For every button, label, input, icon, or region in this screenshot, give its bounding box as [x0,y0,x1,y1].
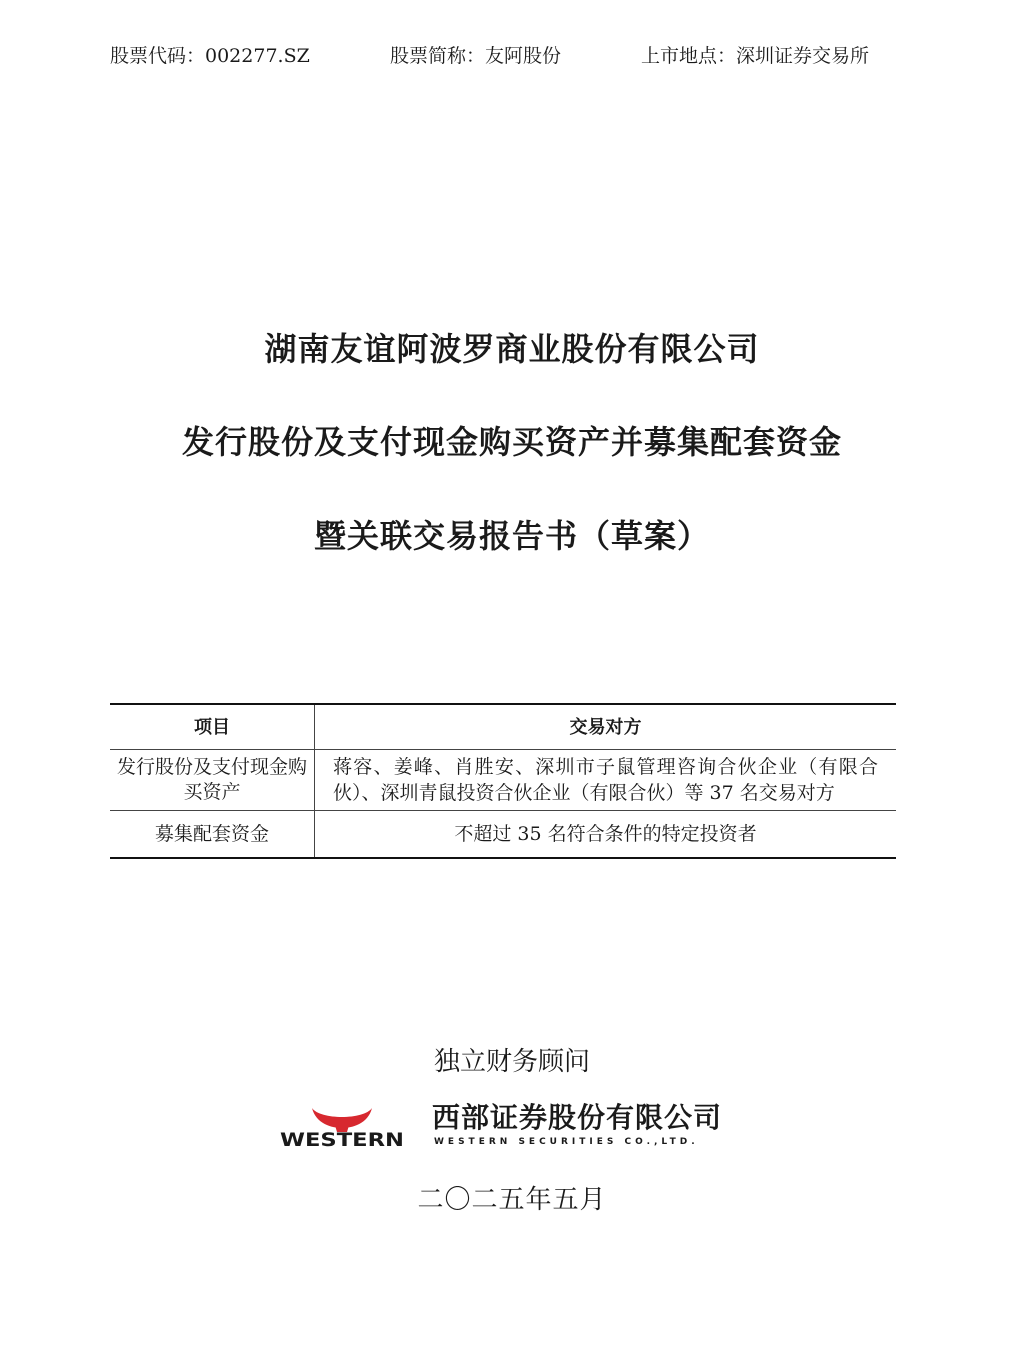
column-header-item: 项目 [110,705,315,749]
table-row [110,750,896,811]
western-securities-logo [278,1098,728,1154]
company-name-cn: 西部证券股份有限公司 [432,1101,723,1134]
bull-logo-icon [278,1098,406,1154]
company-name-en: WESTERN SECURITIES CO.,LTD. [434,1137,699,1147]
table-cell-item: 发行股份及支付现金购买资产 [110,750,315,810]
table-cell-counterparty: 不超过 35 名符合条件的特定投资者 [454,822,757,845]
column-header-counterparty: 交易对方 [569,716,642,738]
counterparty-table [110,703,896,859]
table-cell-counterparty: 蒋容、姜峰、肖胜安、深圳市子鼠管理咨询合伙企业（有限合伙）、深圳青鼠投资合伙企业（有限合伙）等 37 名交易对方 [333,756,878,804]
advisor-label: 独立财务顾问 [433,1047,590,1077]
listing-place: 上市地点：深圳证券交易所 [641,45,870,67]
report-date: 二〇二五年五月 [417,1185,607,1215]
logo-brand-text: WESTERN [280,1129,404,1151]
table-cell-item: 募集配套资金 [110,811,315,857]
table-header-row [110,705,896,750]
report-title-subline: 暨关联交易报告书（草案） [313,517,710,555]
stock-abbreviation: 股票简称：友阿股份 [390,45,562,67]
report-title-line: 发行股份及支付现金购买资产并募集配套资金 [181,423,842,461]
company-title: 湖南友谊阿波罗商业股份有限公司 [264,330,760,368]
table-row [110,811,896,857]
document-header [110,40,896,72]
stock-code: 股票代码：002277.SZ [110,45,310,67]
